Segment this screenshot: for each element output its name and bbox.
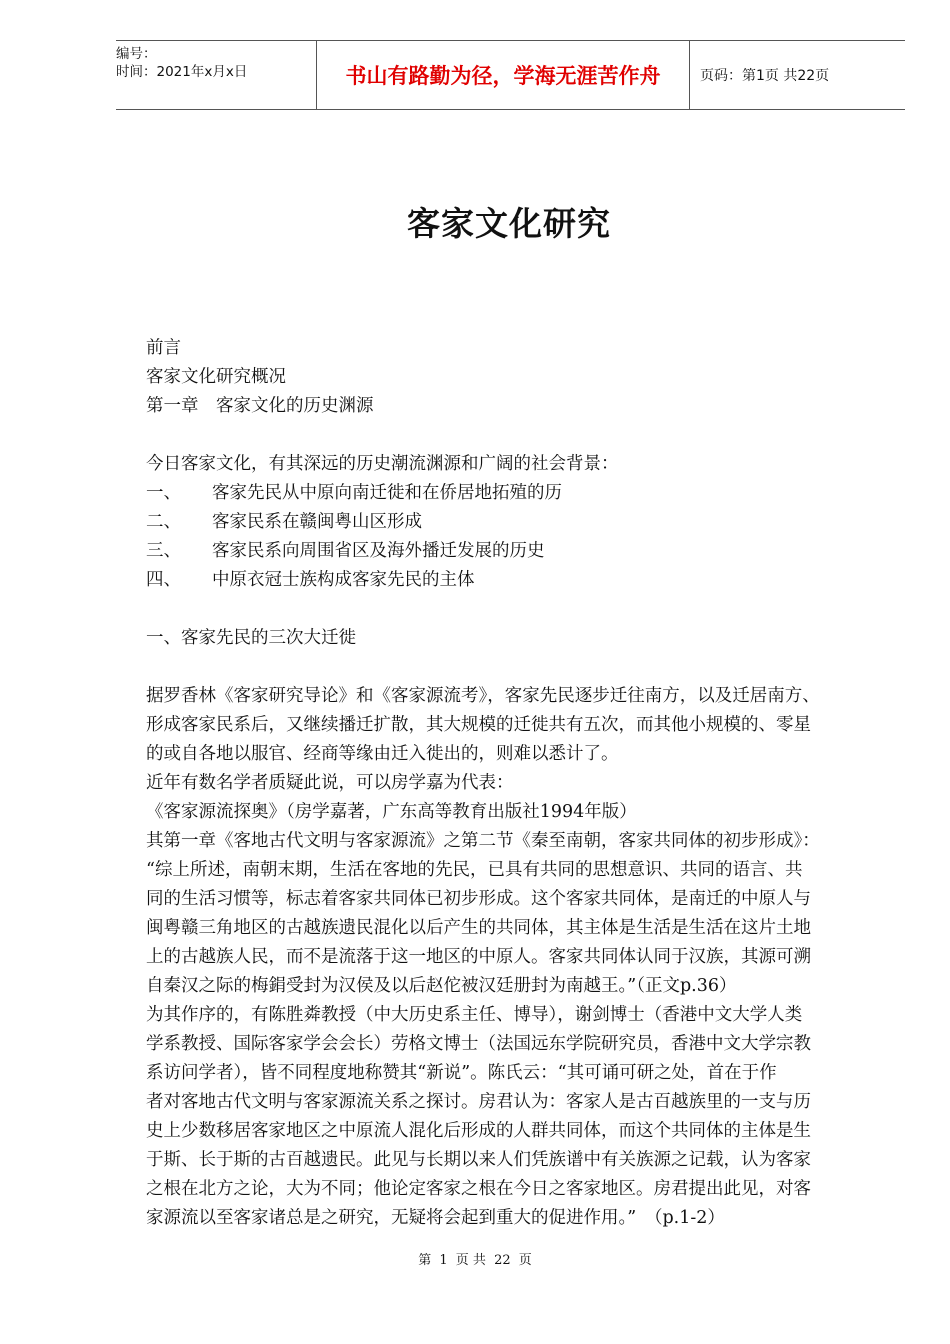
footer-prefix: 第 (418, 1253, 432, 1268)
paragraph-line: 闽粤赣三角地区的古越族遗民混化以后产生的共同体，其主体是生活是生活在这片土地 (146, 918, 811, 938)
main-paragraph (146, 682, 894, 1233)
paragraph-line: 近年有数名学者质疑此说，可以房学嘉为代表： (146, 773, 514, 793)
document-title: 客家文化研究 (407, 204, 611, 243)
footer-current-page: 1 (439, 1253, 448, 1268)
header-page-info: 页码：第1页 共22页 (700, 68, 830, 84)
paragraph-line: 形成客家民系后，又继续播迁扩散，其大规模的迁徙共有五次，而其他小规模的、零星 (146, 715, 811, 735)
intro-text: 今日客家文化，有其深远的历史潮流渊源和广阔的社会背景： (146, 454, 619, 474)
footer-total-pages: 22 (494, 1253, 511, 1268)
list-item-text: 客家民系在赣闽粤山区形成 (212, 512, 422, 532)
paragraph-line: 于斯、长于斯的古百越遗民。此见与长期以来人们凭族谱中有关族源之记载，认为客家 (146, 1150, 811, 1170)
list-item-number: 一、 (146, 483, 181, 503)
document-number-label: 编号： (116, 46, 157, 62)
paragraph-line: 系访问学者），皆不同程度地称赞其“新说”。陈氏云：“其可诵可研之处，首在于作 (146, 1063, 777, 1083)
list-item-text: 中原衣冠士族构成客家先民的主体 (212, 570, 475, 590)
paragraph-line: 为其作序的，有陈胜粦教授（中大历史系主任、博导），谢剑博士（香港中文大学人类 (146, 1005, 803, 1025)
document-time-label: 时间：2021年x月x日 (116, 64, 248, 80)
paragraph-line: 据罗香林《客家研究导论》和《客家源流考》，客家先民逐步迁往南方，以及迁居南方、 (146, 686, 820, 706)
list-item-text: 客家先民从中原向南迁徙和在侨居地拓殖的历 (212, 483, 562, 503)
paragraph-line: 的或自各地以服官、经商等缘由迁入徙出的，则难以悉计了。 (146, 744, 619, 764)
section-heading: 一、客家先民的三次大迁徙 (146, 628, 356, 648)
paragraph-line: 同的生活习惯等，标志着客家共同体已初步形成。这个客家共同体，是南迁的中原人与 (146, 889, 811, 909)
list-item-number: 三、 (146, 541, 181, 561)
paragraph-line: 上的古越族人民，而不是流落于这一地区的中原人。客家共同体认同于汉族，其源可溯 (146, 947, 811, 967)
list-item (146, 566, 894, 595)
list-item-number: 四、 (146, 570, 181, 590)
header-motto: 书山有路勤为径，学海无涯苦作舟 (316, 41, 690, 109)
paragraph-line: 史上少数移居客家地区之中原流人混化后形成的人群共同体，而这个共同体的主体是生 (146, 1121, 811, 1141)
header-meta-cell (116, 41, 316, 109)
page-footer (0, 1249, 950, 1268)
paragraph-line: 《客家源流探奥》（房学嘉著，广东高等教育出版社1994年版） (146, 802, 637, 822)
document-body (146, 334, 894, 1233)
paragraph-line: 自秦汉之际的梅鋗受封为汉侯及以后赵佗被汉廷册封为南越王。”（正文p.36） (146, 976, 737, 996)
list-item (146, 508, 894, 537)
paragraph-line: 其第一章《客地古代文明与客家源流》之第二节《秦至南朝，客家共同体的初步形成》： (146, 831, 820, 851)
paragraph-line: 者对客地古代文明与客家源流关系之探讨。房君认为：客家人是古百越族里的一支与历 (146, 1092, 811, 1112)
footer-suffix: 页 (518, 1253, 532, 1268)
footer-middle: 页 共 (455, 1253, 486, 1268)
header-table (116, 40, 905, 110)
toc-line: 第一章 客家文化的历史渊源 (146, 396, 374, 416)
paragraph-line: “综上所述，南朝末期，生活在客地的先民，已具有共同的思想意识、共同的语言、共 (146, 860, 803, 880)
toc-line: 客家文化研究概况 (146, 367, 286, 387)
list-item (146, 537, 894, 566)
list-item-text: 客家民系向周围省区及海外播迁发展的历史 (212, 541, 545, 561)
list-item-number: 二、 (146, 512, 181, 532)
toc-line: 前言 (146, 338, 181, 358)
list-item (146, 479, 894, 508)
paragraph-line: 之根在北方之论，大为不同；他论定客家之根在今日之客家地区。房君提出此见，对客 (146, 1179, 811, 1199)
paragraph-line: 家源流以至客家诸总是之研究，无疑将会起到重大的促进作用。” （p.1-2） (146, 1208, 725, 1228)
paragraph-line: 学系教授、国际客家学会会长）劳格文博士（法国远东学院研究员，香港中文大学宗教 (146, 1034, 811, 1054)
